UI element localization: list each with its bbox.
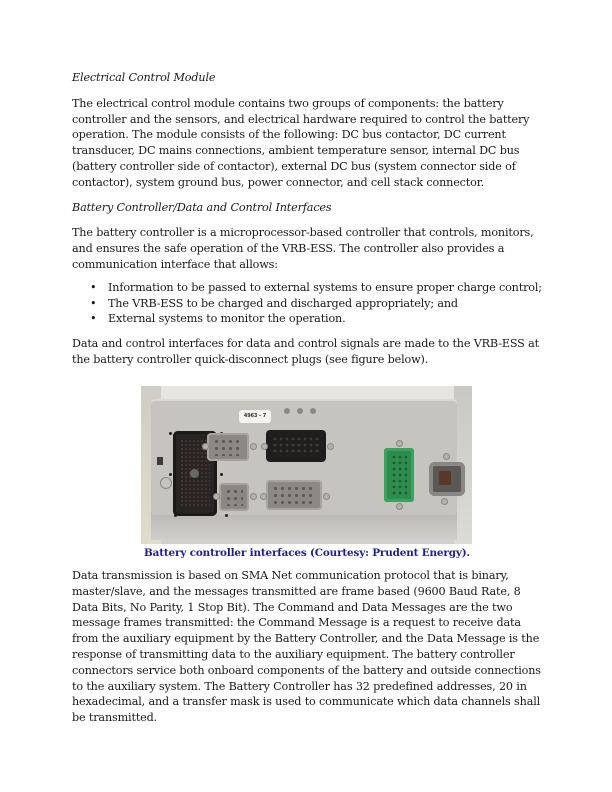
document-page xyxy=(72,70,542,725)
photo-background xyxy=(141,386,472,400)
black-connector xyxy=(266,430,326,462)
paragraph-data-transmission: Data transmission is based on SMA Net communication protocol that is binary, master/slave, and the messages transmitted are frame based (9600 Baud Rate, 8 Data Bits, No Parity, 1 Stop Bit). The Command and Data Messages are the two message frames transmitted: the Command Message is a request to receive data from the auxiliary equipment by the Battery Controller, and the Data Message is the response of transmitting data to the auxiliary equipment. The battery controller connectors service both onboard components of the battery and outside connections to the auxiliary system. The Battery Controller has 32 predefined addresses, 20 in hexadecimal, and a transfer mask is used to communicate which data channels shall be transmitted. xyxy=(72,569,541,725)
screw xyxy=(442,499,447,504)
list-item: • Information to be passed to external systems to ensure proper charge control; xyxy=(108,280,542,296)
screw xyxy=(203,444,208,449)
grey-connector-12pin xyxy=(207,433,249,461)
screw xyxy=(261,494,266,499)
round-connector xyxy=(429,462,465,496)
mount-hole xyxy=(220,473,223,476)
screw xyxy=(251,494,256,499)
paragraph-electrical-control-module: The electrical control module contains two groups of components: the battery controller and the sensors, and electrical hardware required to control the battery operation. The module consists of the following: DC bus contactor, DC current transducer, DC mains connections, ambient temperature sensor, internal DC bus (battery controller side of contactor), external DC bus (system connector side of contactor), system ground bus, power connector, and cell stack connector. xyxy=(72,96,530,189)
section-heading-battery-controller: Battery Controller/Data and Control Interfaces xyxy=(72,200,332,214)
indicator-led xyxy=(284,408,290,414)
screw xyxy=(397,441,402,446)
interface-capabilities-list xyxy=(72,280,542,327)
screw xyxy=(397,504,402,509)
green-connector xyxy=(384,448,414,502)
grey-connector-large xyxy=(266,480,322,510)
mount-hole xyxy=(225,514,228,517)
screw xyxy=(444,454,449,459)
paragraph-battery-controller-intro: The battery controller is a microprocessor-based controller that controls, monitors, and ensures the safe operation of the VRB-ESS. The controller also provides a communication interface that allows: xyxy=(72,226,534,271)
part-number-tag: 4963 – 7 xyxy=(239,410,271,423)
screw xyxy=(251,444,256,449)
mount-hole xyxy=(169,473,172,476)
clip xyxy=(157,457,163,465)
screw xyxy=(262,444,267,449)
screw xyxy=(324,494,329,499)
list-item: • External systems to monitor the operation. xyxy=(108,311,542,327)
enclosure-lower xyxy=(151,512,457,540)
figure-caption: Battery controller interfaces (Courtesy: Prudent Energy). xyxy=(144,547,470,559)
paragraph-interfaces: Data and control interfaces for data and control signals are made to the VRB-ESS at the battery controller quick-disconnect plugs (see figure below). xyxy=(72,337,539,366)
section-heading-electrical-control-module: Electrical Control Module xyxy=(72,71,216,84)
indicator-led xyxy=(297,408,303,414)
list-item: • The VRB-ESS to be charged and discharged appropriately; and xyxy=(108,296,542,312)
ring-marking xyxy=(160,477,172,489)
screw xyxy=(214,494,219,499)
screw xyxy=(328,444,333,449)
indicator-led xyxy=(310,408,316,414)
grey-connector-8pin xyxy=(219,483,249,511)
battery-controller-photo xyxy=(141,386,472,544)
mount-hole xyxy=(169,432,172,435)
